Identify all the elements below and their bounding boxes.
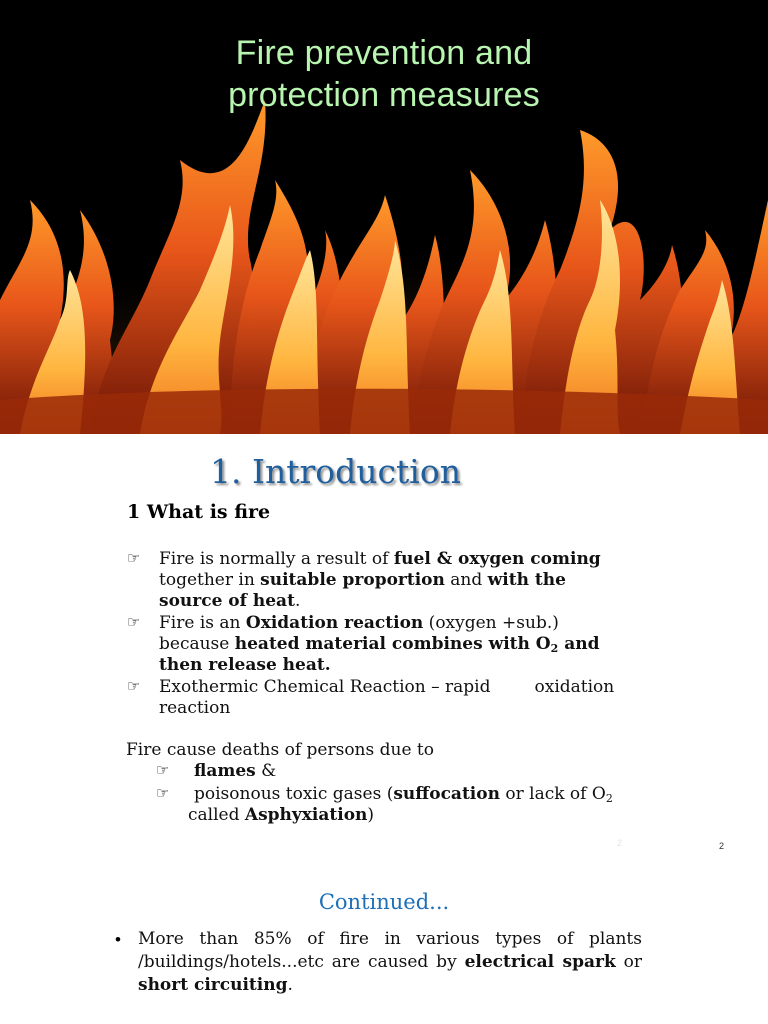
bold-text: with the	[487, 570, 566, 590]
text: (oxygen +sub.)	[423, 613, 559, 633]
text: &	[255, 761, 277, 781]
text: reaction	[159, 698, 231, 718]
text: .	[294, 591, 301, 611]
text: oxidation	[534, 677, 615, 697]
title-line-2: protection measures	[228, 76, 540, 114]
bullet-exothermic	[159, 677, 651, 719]
text: More than 85% of fire in various types of plants /buildings/hotels...etc are caused by	[138, 929, 642, 972]
bold-text: electrical spark	[464, 952, 616, 972]
subscript: 2	[605, 792, 613, 805]
page-number-faint: 2	[617, 838, 623, 848]
hand-pointing-right-icon: ☞	[156, 784, 170, 802]
bullet-dot: •	[115, 930, 121, 949]
text: poisonous toxic gases (	[194, 784, 394, 804]
hand-pointing-right-icon: ☞	[127, 549, 141, 567]
bullet-oxidation	[159, 613, 651, 676]
page-number: 2	[719, 841, 725, 851]
bold-text: Asphyxiation	[244, 805, 368, 825]
text: and	[444, 570, 488, 590]
text: or lack of O	[499, 784, 606, 804]
text: Fire is an	[159, 613, 246, 633]
bold-text: short circuiting	[138, 975, 288, 995]
bold-text: Oxidation reaction	[245, 613, 424, 633]
text: called	[188, 805, 245, 825]
bold-text: suitable proportion	[260, 570, 445, 590]
text: together in	[159, 570, 261, 590]
bullet-fire-result	[159, 549, 651, 612]
bold-text: source of heat	[159, 591, 295, 611]
text: Fire is normally a result of	[159, 549, 394, 569]
electrical-causes-paragraph	[138, 928, 642, 997]
slide-heading: 1. Introduction	[210, 452, 461, 491]
bold-text: suffocation	[393, 784, 500, 804]
title-line-1: Fire prevention and	[235, 34, 533, 72]
hand-pointing-right-icon: ☞	[127, 613, 141, 631]
hand-pointing-right-icon: ☞	[127, 677, 141, 695]
bold-text: and	[558, 634, 600, 654]
bold-text: flames	[194, 761, 256, 781]
bold-text: heated material combines with O	[234, 634, 551, 654]
asphyxiation-line	[188, 805, 374, 826]
death-cause-flames	[194, 761, 276, 782]
deaths-intro: Fire cause deaths of persons due to	[126, 740, 435, 760]
slide-subheading: 1 What is fire	[127, 501, 271, 523]
continued-heading: Continued...	[318, 890, 450, 914]
text: )	[367, 805, 375, 825]
title-slide	[0, 0, 768, 434]
text: or	[615, 952, 642, 972]
hand-pointing-right-icon: ☞	[156, 761, 170, 779]
subscript: 2	[550, 642, 559, 655]
slide-title	[0, 32, 768, 116]
text: .	[287, 975, 293, 995]
bold-text: then release heat.	[159, 655, 331, 675]
text: Exothermic Chemical Reaction – rapid	[159, 677, 491, 697]
bold-text: fuel & oxygen coming	[393, 549, 601, 569]
death-cause-gases	[194, 784, 613, 805]
text: because	[159, 634, 235, 654]
